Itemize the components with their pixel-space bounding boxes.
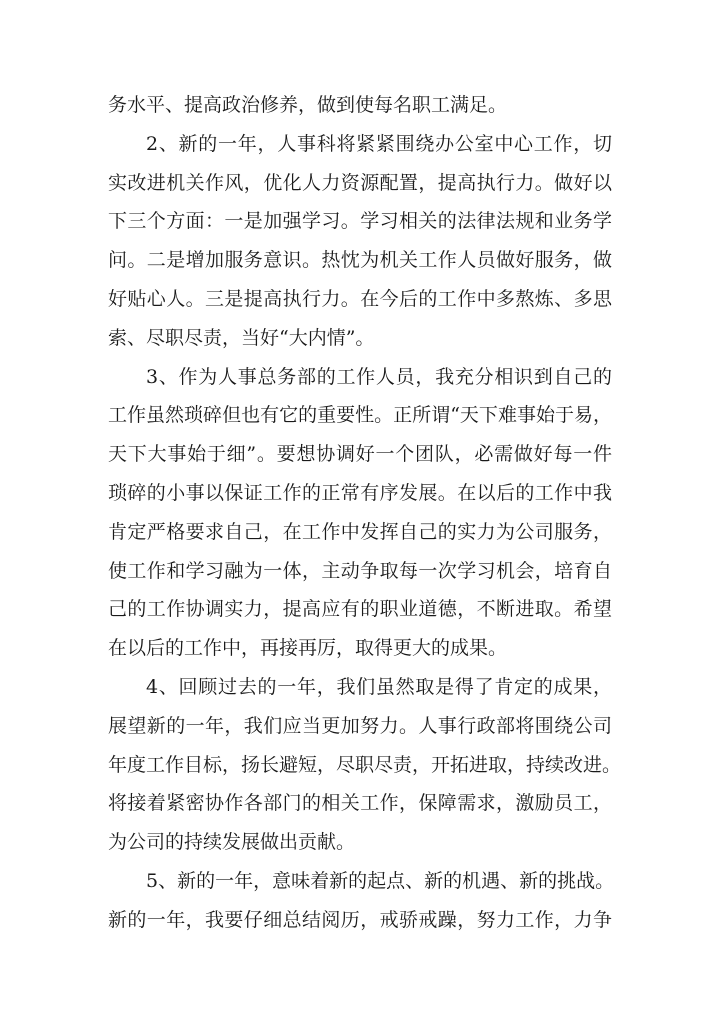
text-line: 3、作为人事总务部的工作人员，我充分相识到自己的 (146, 365, 612, 388)
text-line: 肯定严格要求自己，在工作中发挥自己的实力为公司服务， (108, 520, 612, 543)
text-line: 工作虽然琐碎但也有它的重要性。正所谓“天下难事始于易， (108, 404, 612, 427)
text-line: 在以后的工作中，再接再厉，取得更大的成果。 (108, 637, 508, 660)
text-line: 使工作和学习融为一体，主动争取每一次学习机会，培育自 (108, 559, 612, 582)
text-line: 琐碎的小事以保证工作的正常有序发展。在以后的工作中我 (108, 481, 612, 504)
document-page (108, 86, 622, 940)
paragraph-3 (108, 358, 612, 668)
text-line: 索、尽职尽责，当好“大内情”。 (108, 326, 375, 349)
text-line: 4、回顾过去的一年，我们虽然取是得了肯定的成果， (146, 675, 612, 698)
paragraph-4 (108, 668, 622, 862)
text-line: 好贴心人。三是提高执行力。在今后的工作中多熬炼、多思 (108, 287, 612, 310)
text-line: 展望新的一年，我们应当更加努力。人事行政部将围绕公司 (108, 714, 612, 737)
paragraph-5 (108, 862, 615, 940)
text-line: 实改进机关作风，优化人力资源配置，提高执行力。做好以 (108, 171, 612, 194)
text-line: 2、新的一年，人事科将紧紧围绕办公室中心工作，切 (146, 132, 612, 155)
text-line: 将接着紧密协作各部门的相关工作，保障需求，激励员工， (108, 792, 612, 815)
text-line: 下三个方面：一是加强学习。学习相关的法律法规和业务学 (108, 210, 612, 233)
text-line: 问。二是增加服务意识。热忱为机关工作人员做好服务，做 (108, 249, 612, 272)
text-line: 新的一年，我要仔细总结阅历，戒骄戒躁，努力工作，力争 (108, 908, 612, 931)
text-line: 为公司的持续发展做出贡献。 (108, 831, 356, 854)
text-line: 务水平、提高政治修养，做到使每名职工满足。 (108, 94, 508, 116)
text-line: 5、新的一年，意味着新的起点、新的机遇、新的挑战。 (146, 869, 615, 892)
paragraph-1 (108, 86, 612, 125)
text-line: 年度工作目标，扬长避短，尽职尽责，开拓进取，持续改进。 (108, 753, 622, 776)
text-line: 己的工作协调实力，提高应有的职业道德，不断进取。希望 (108, 598, 612, 621)
paragraph-2 (108, 125, 612, 358)
text-line: 天下大事始于细”。要想协调好一个团队，必需做好每一件 (108, 443, 612, 466)
